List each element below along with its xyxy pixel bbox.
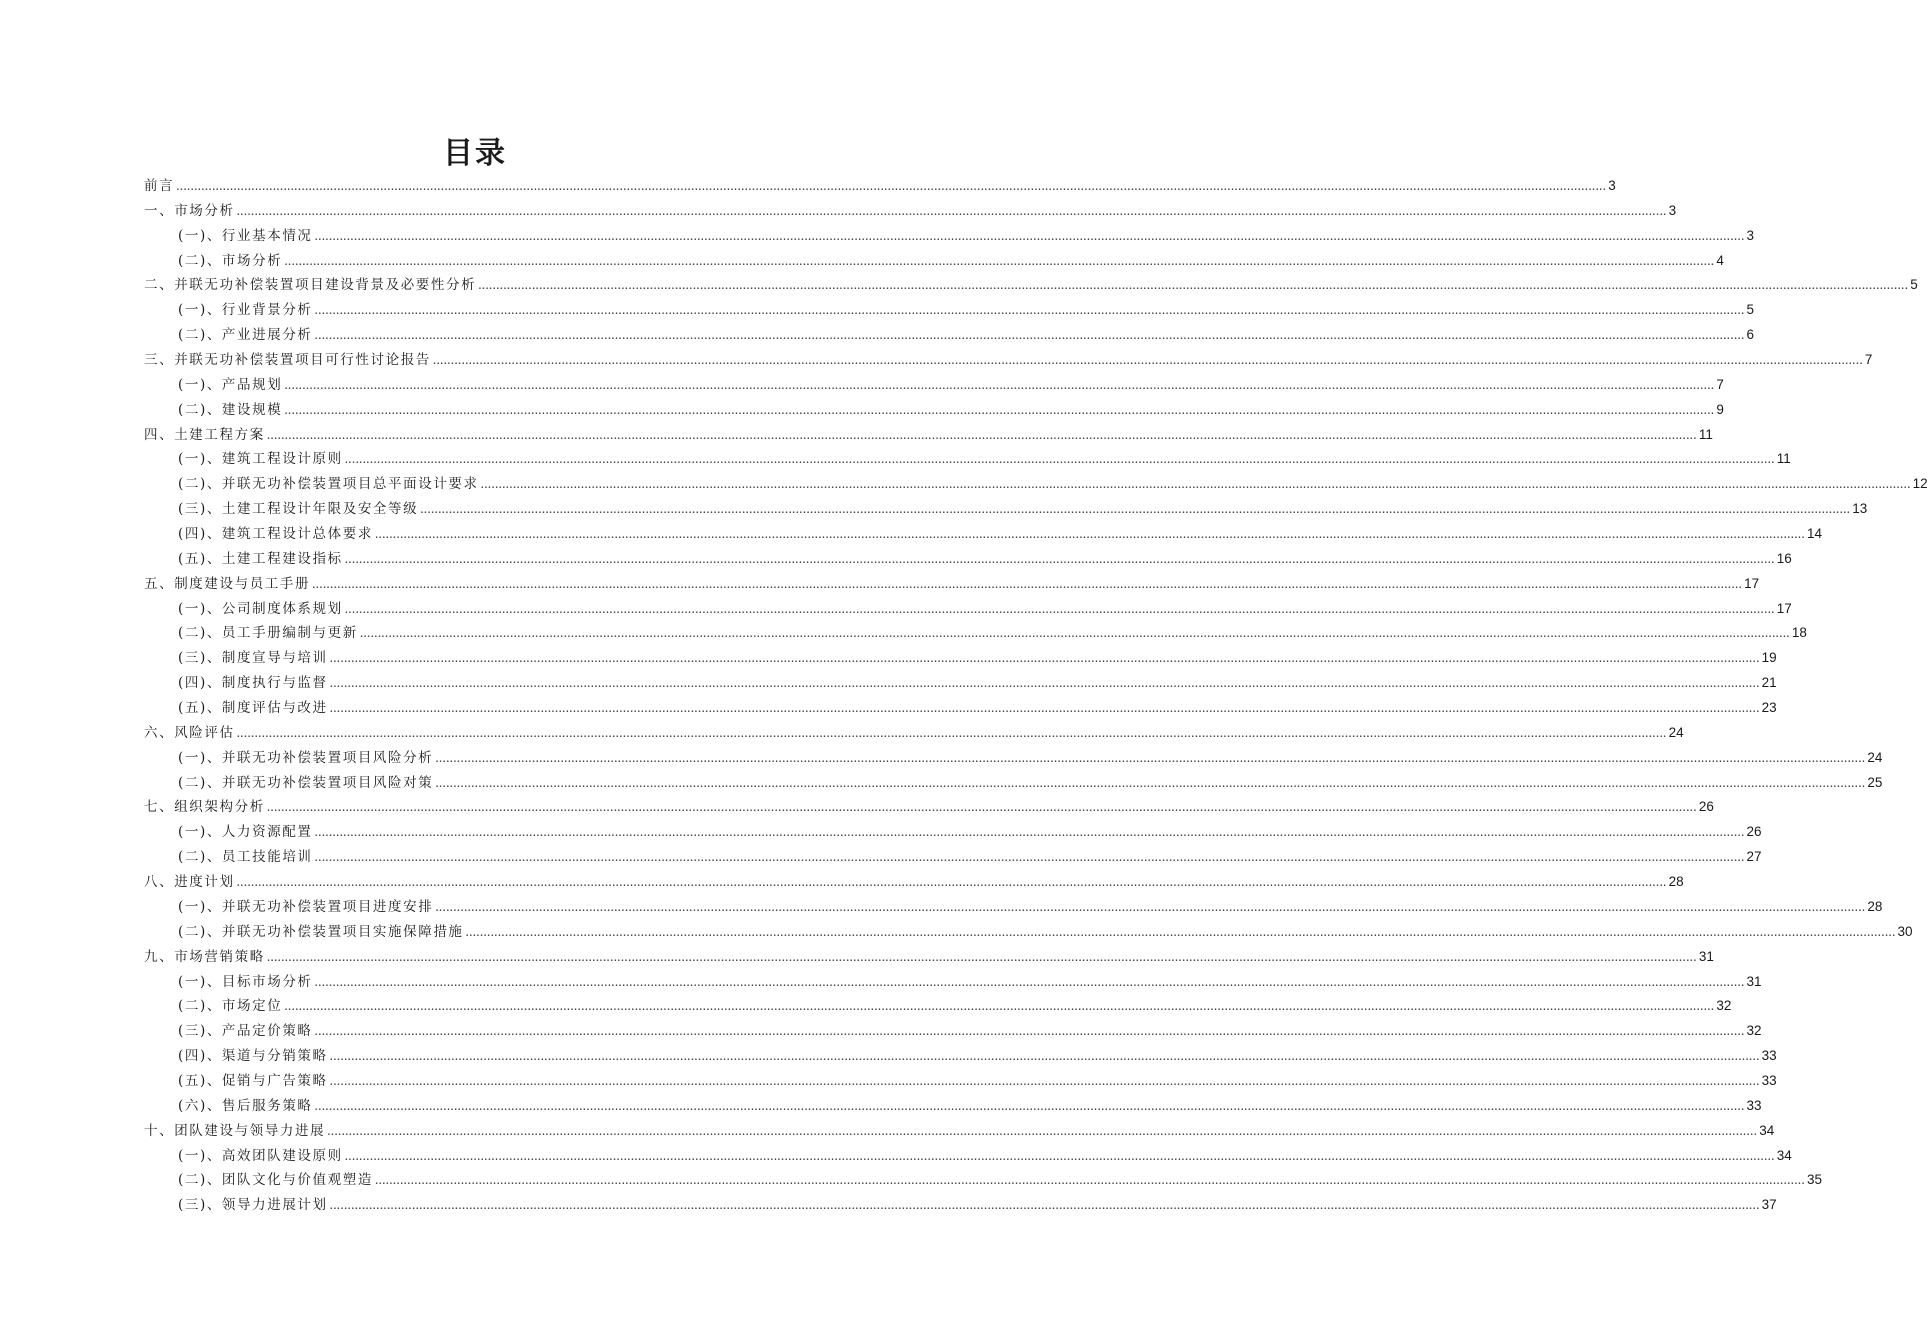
toc-subentry[interactable]	[144, 845, 1762, 870]
toc-entry[interactable]	[144, 273, 1918, 298]
dot-leader: ................................................................................................................................................................................................................................................................................................................................................................................................................	[314, 302, 1745, 318]
dot-leader: ................................................................................................................................................................................................................................................................................................................................................................................................................	[374, 1172, 1805, 1188]
toc-page-number: 31	[1698, 948, 1714, 964]
dot-leader: ................................................................................................................................................................................................................................................................................................................................................................................................................	[314, 849, 1745, 865]
toc-entry-label: (五)、促销与广告策略	[178, 1072, 328, 1089]
dot-leader: ................................................................................................................................................................................................................................................................................................................................................................................................................	[176, 178, 1607, 193]
toc-subentry[interactable]	[144, 1019, 1762, 1044]
dot-leader: ................................................................................................................................................................................................................................................................................................................................................................................................................	[432, 352, 1863, 368]
dot-leader: ................................................................................................................................................................................................................................................................................................................................................................................................................	[344, 1147, 1775, 1163]
dot-leader: ................................................................................................................................................................................................................................................................................................................................................................................................................	[329, 675, 1760, 691]
dot-leader: ................................................................................................................................................................................................................................................................................................................................................................................................................	[284, 998, 1715, 1014]
toc-page-number: 5	[1746, 302, 1755, 318]
dot-leader: ................................................................................................................................................................................................................................................................................................................................................................................................................	[284, 376, 1715, 392]
toc-subentry[interactable]	[144, 447, 1791, 472]
toc-entry-label: 七、组织架构分析	[144, 799, 265, 816]
dot-leader: ................................................................................................................................................................................................................................................................................................................................................................................................................	[435, 749, 1866, 765]
toc-entry-label: (二)、建设规模	[178, 401, 283, 418]
dot-leader: ................................................................................................................................................................................................................................................................................................................................................................................................................	[478, 277, 1909, 293]
toc-subentry[interactable]	[144, 994, 1732, 1019]
toc-subentry[interactable]	[144, 1168, 1822, 1193]
toc-subentry[interactable]	[144, 771, 1883, 796]
toc-page-number: 4	[1716, 252, 1724, 268]
dot-leader: ................................................................................................................................................................................................................................................................................................................................................................................................................	[266, 948, 1697, 964]
toc-subentry[interactable]	[144, 696, 1777, 721]
toc-entry-label: (一)、建筑工程设计原则	[178, 451, 343, 468]
toc-entry-label: 四、土建工程方案	[144, 426, 265, 443]
dot-leader: ................................................................................................................................................................................................................................................................................................................................................................................................................	[314, 1023, 1745, 1039]
toc-entry-label: (一)、目标市场分析	[178, 973, 313, 990]
dot-leader: ................................................................................................................................................................................................................................................................................................................................................................................................................	[344, 451, 1775, 467]
dot-leader: ................................................................................................................................................................................................................................................................................................................................................................................................................	[314, 1097, 1745, 1113]
toc-entry-label: (二)、产业进展分析	[178, 327, 313, 344]
dot-leader: ................................................................................................................................................................................................................................................................................................................................................................................................................	[359, 625, 1790, 641]
dot-leader: ................................................................................................................................................................................................................................................................................................................................................................................................................	[266, 799, 1697, 815]
toc-page-number: 13	[1852, 501, 1868, 517]
dot-leader: ................................................................................................................................................................................................................................................................................................................................................................................................................	[344, 600, 1775, 616]
toc-entry-label: (二)、团队文化与价值观塑造	[178, 1172, 373, 1189]
toc-page-number: 37	[1761, 1197, 1777, 1213]
toc-page-number: 7	[1716, 376, 1724, 392]
dot-leader: ................................................................................................................................................................................................................................................................................................................................................................................................................	[435, 774, 1866, 790]
toc-entry-label: 十、团队建设与领导力进展	[144, 1122, 326, 1139]
toc-entry-label: (一)、公司制度体系规划	[178, 600, 343, 617]
dot-leader: ................................................................................................................................................................................................................................................................................................................................................................................................................	[480, 476, 1911, 492]
toc-page-number: 16	[1776, 550, 1792, 566]
toc-entry-label: 二、并联无功补偿装置项目建设背景及必要性分析	[144, 277, 477, 294]
toc-page-number: 33	[1761, 1048, 1777, 1064]
toc-subentry[interactable]	[144, 323, 1755, 348]
page-title: 目录	[443, 136, 507, 171]
toc-subentry[interactable]	[144, 373, 1724, 398]
toc-entry-label: (二)、员工技能培训	[178, 849, 313, 866]
toc-entry[interactable]	[144, 199, 1677, 224]
toc-page-number: 28	[1668, 874, 1684, 890]
toc-subentry[interactable]	[144, 547, 1792, 572]
toc-entry-label: (二)、并联无功补偿装置项目实施保障措施	[178, 923, 464, 940]
dot-leader: ................................................................................................................................................................................................................................................................................................................................................................................................................	[329, 1072, 1760, 1088]
toc-page-number: 11	[1698, 426, 1713, 442]
toc-entry-label: 五、制度建设与员工手册	[144, 575, 311, 592]
toc-page-number: 3	[1668, 202, 1677, 218]
toc-page-number: 25	[1867, 774, 1883, 790]
toc-page-number: 28	[1867, 898, 1883, 914]
toc-entry-label: (三)、产品定价策略	[178, 1023, 313, 1040]
toc-entry[interactable]	[144, 572, 1760, 597]
toc-entry-label: (六)、售后服务策略	[178, 1097, 313, 1114]
toc-page-number: 6	[1746, 327, 1755, 343]
toc-entry-label: (一)、并联无功补偿装置项目进度安排	[178, 898, 434, 915]
toc-subentry[interactable]	[144, 1044, 1777, 1069]
toc-page-number: 12	[1912, 476, 1928, 492]
toc-page-number: 26	[1698, 799, 1714, 815]
toc-entry-label: (二)、并联无功补偿装置项目总平面设计要求	[178, 476, 479, 493]
toc-entry-label: (三)、领导力进展计划	[178, 1197, 328, 1214]
toc-page-number: 5	[1910, 277, 1918, 293]
toc-page-number: 34	[1776, 1147, 1792, 1163]
toc-subentry[interactable]	[144, 249, 1724, 274]
toc-page-number: 31	[1746, 973, 1762, 989]
toc-entry-label: (三)、土建工程设计年限及安全等级	[178, 501, 419, 518]
toc-subentry[interactable]	[144, 1193, 1777, 1218]
toc-page-number: 27	[1746, 849, 1762, 865]
toc-entry[interactable]	[144, 348, 1873, 373]
toc-page-number: 34	[1759, 1122, 1775, 1138]
dot-leader: ................................................................................................................................................................................................................................................................................................................................................................................................................	[420, 501, 1851, 517]
toc-subentry[interactable]	[144, 298, 1755, 323]
toc-page-number: 35	[1806, 1172, 1822, 1188]
dot-leader: ................................................................................................................................................................................................................................................................................................................................................................................................................	[329, 650, 1760, 666]
toc-page-number: 21	[1761, 675, 1777, 691]
toc-page-number: 11	[1776, 451, 1791, 467]
toc-entry-label: 六、风险评估	[144, 724, 235, 741]
toc-entry-label: (二)、市场分析	[178, 252, 283, 269]
toc-subentry[interactable]	[144, 920, 1913, 945]
toc-subentry[interactable]	[144, 472, 1928, 497]
toc-entry-label: 九、市场营销策略	[144, 948, 265, 965]
toc-entry[interactable]	[144, 870, 1684, 895]
dot-leader: ................................................................................................................................................................................................................................................................................................................................................................................................................	[327, 1122, 1758, 1138]
toc-page-number: 18	[1791, 625, 1807, 641]
toc-subentry[interactable]	[144, 398, 1724, 423]
toc-page-number: 17	[1744, 575, 1760, 591]
dot-leader: ................................................................................................................................................................................................................................................................................................................................................................................................................	[312, 575, 1743, 591]
toc-entry[interactable]	[144, 945, 1714, 970]
toc-entry-label: (三)、制度宣导与培训	[178, 650, 328, 667]
toc-page-number: 24	[1867, 749, 1883, 765]
toc-subentry[interactable]	[144, 820, 1762, 845]
dot-leader: ................................................................................................................................................................................................................................................................................................................................................................................................................	[329, 700, 1760, 716]
toc-entry-label: (五)、制度评估与改进	[178, 700, 328, 717]
toc-subentry[interactable]	[144, 646, 1777, 671]
dot-leader: ................................................................................................................................................................................................................................................................................................................................................................................................................	[236, 874, 1667, 890]
toc-page-number: 26	[1746, 824, 1762, 840]
toc-page-number: 24	[1668, 724, 1684, 740]
dot-leader: ................................................................................................................................................................................................................................................................................................................................................................................................................	[236, 202, 1667, 218]
toc-entry-label: (一)、产品规划	[178, 376, 283, 393]
toc-page-number: 33	[1761, 1072, 1777, 1088]
toc-entry[interactable]	[144, 795, 1714, 820]
toc-subentry[interactable]	[144, 1069, 1777, 1094]
toc-entry-label: (五)、土建工程建设指标	[178, 550, 343, 567]
toc-page-number: 30	[1897, 923, 1913, 939]
toc-entry-label: (一)、人力资源配置	[178, 824, 313, 841]
toc-entry-label: (四)、渠道与分销策略	[178, 1048, 328, 1065]
dot-leader: ................................................................................................................................................................................................................................................................................................................................................................................................................	[435, 898, 1866, 914]
dot-leader: ................................................................................................................................................................................................................................................................................................................................................................................................................	[314, 973, 1745, 989]
toc-entry-label: (四)、制度执行与监督	[178, 675, 328, 692]
dot-leader: ................................................................................................................................................................................................................................................................................................................................................................................................................	[266, 426, 1697, 442]
toc-page-number: 23	[1761, 700, 1777, 716]
toc-page-number: 7	[1864, 352, 1873, 368]
dot-leader: ................................................................................................................................................................................................................................................................................................................................................................................................................	[314, 227, 1745, 243]
toc-page-number: 14	[1806, 526, 1822, 542]
toc-subentry[interactable]	[144, 224, 1755, 249]
toc-entry-label: (二)、员工手册编制与更新	[178, 625, 358, 642]
toc-entry-label: (一)、行业基本情况	[178, 227, 313, 244]
toc-page-number: 3	[1746, 227, 1755, 243]
dot-leader: ................................................................................................................................................................................................................................................................................................................................................................................................................	[314, 327, 1745, 343]
toc-page-number: 17	[1776, 600, 1792, 616]
toc-subentry[interactable]	[144, 895, 1883, 920]
toc-entry-label: (四)、建筑工程设计总体要求	[178, 526, 373, 543]
toc-entry[interactable]	[144, 423, 1713, 448]
toc-entry-label: (一)、高效团队建设原则	[178, 1147, 343, 1164]
toc-entry-label: (二)、并联无功补偿装置项目风险对策	[178, 774, 434, 791]
toc-entry-label: 八、进度计划	[144, 874, 235, 891]
dot-leader: ................................................................................................................................................................................................................................................................................................................................................................................................................	[344, 550, 1775, 566]
toc-page-number: 32	[1716, 998, 1732, 1014]
toc-subentry[interactable]	[144, 671, 1777, 696]
toc-subentry[interactable]	[144, 970, 1762, 995]
toc-entry-label: 三、并联无功补偿装置项目可行性讨论报告	[144, 352, 431, 369]
toc-entry[interactable]	[144, 1119, 1775, 1144]
toc-page-number: 9	[1716, 401, 1724, 417]
toc-page-number: 33	[1746, 1097, 1762, 1113]
dot-leader: ................................................................................................................................................................................................................................................................................................................................................................................................................	[314, 824, 1745, 840]
toc-subentry[interactable]	[144, 522, 1822, 547]
toc-entry-label: (一)、并联无功补偿装置项目风险分析	[178, 749, 434, 766]
dot-leader: ................................................................................................................................................................................................................................................................................................................................................................................................................	[374, 526, 1805, 542]
toc-subentry[interactable]	[144, 621, 1807, 646]
toc-entry[interactable]	[144, 721, 1684, 746]
toc-entry-label: 前言	[144, 178, 175, 194]
toc-subentry[interactable]	[144, 1144, 1792, 1169]
toc-subentry[interactable]	[144, 497, 1868, 522]
toc-entry[interactable]	[144, 174, 1616, 199]
toc-subentry[interactable]	[144, 746, 1883, 771]
dot-leader: ................................................................................................................................................................................................................................................................................................................................................................................................................	[284, 252, 1715, 268]
table-of-contents	[144, 174, 1928, 1218]
dot-leader: ................................................................................................................................................................................................................................................................................................................................................................................................................	[329, 1048, 1760, 1064]
toc-subentry[interactable]	[144, 1094, 1762, 1119]
toc-page-number: 3	[1608, 178, 1616, 193]
toc-entry-label: (二)、市场定位	[178, 998, 283, 1015]
dot-leader: ................................................................................................................................................................................................................................................................................................................................................................................................................	[465, 923, 1896, 939]
toc-entry-label: 一、市场分析	[144, 202, 235, 219]
toc-page-number: 32	[1746, 1023, 1762, 1039]
dot-leader: ................................................................................................................................................................................................................................................................................................................................................................................................................	[236, 724, 1667, 740]
toc-page-number: 19	[1761, 650, 1777, 666]
dot-leader: ................................................................................................................................................................................................................................................................................................................................................................................................................	[329, 1197, 1760, 1213]
toc-subentry[interactable]	[144, 597, 1792, 622]
dot-leader: ................................................................................................................................................................................................................................................................................................................................................................................................................	[284, 401, 1715, 417]
toc-entry-label: (一)、行业背景分析	[178, 302, 313, 319]
